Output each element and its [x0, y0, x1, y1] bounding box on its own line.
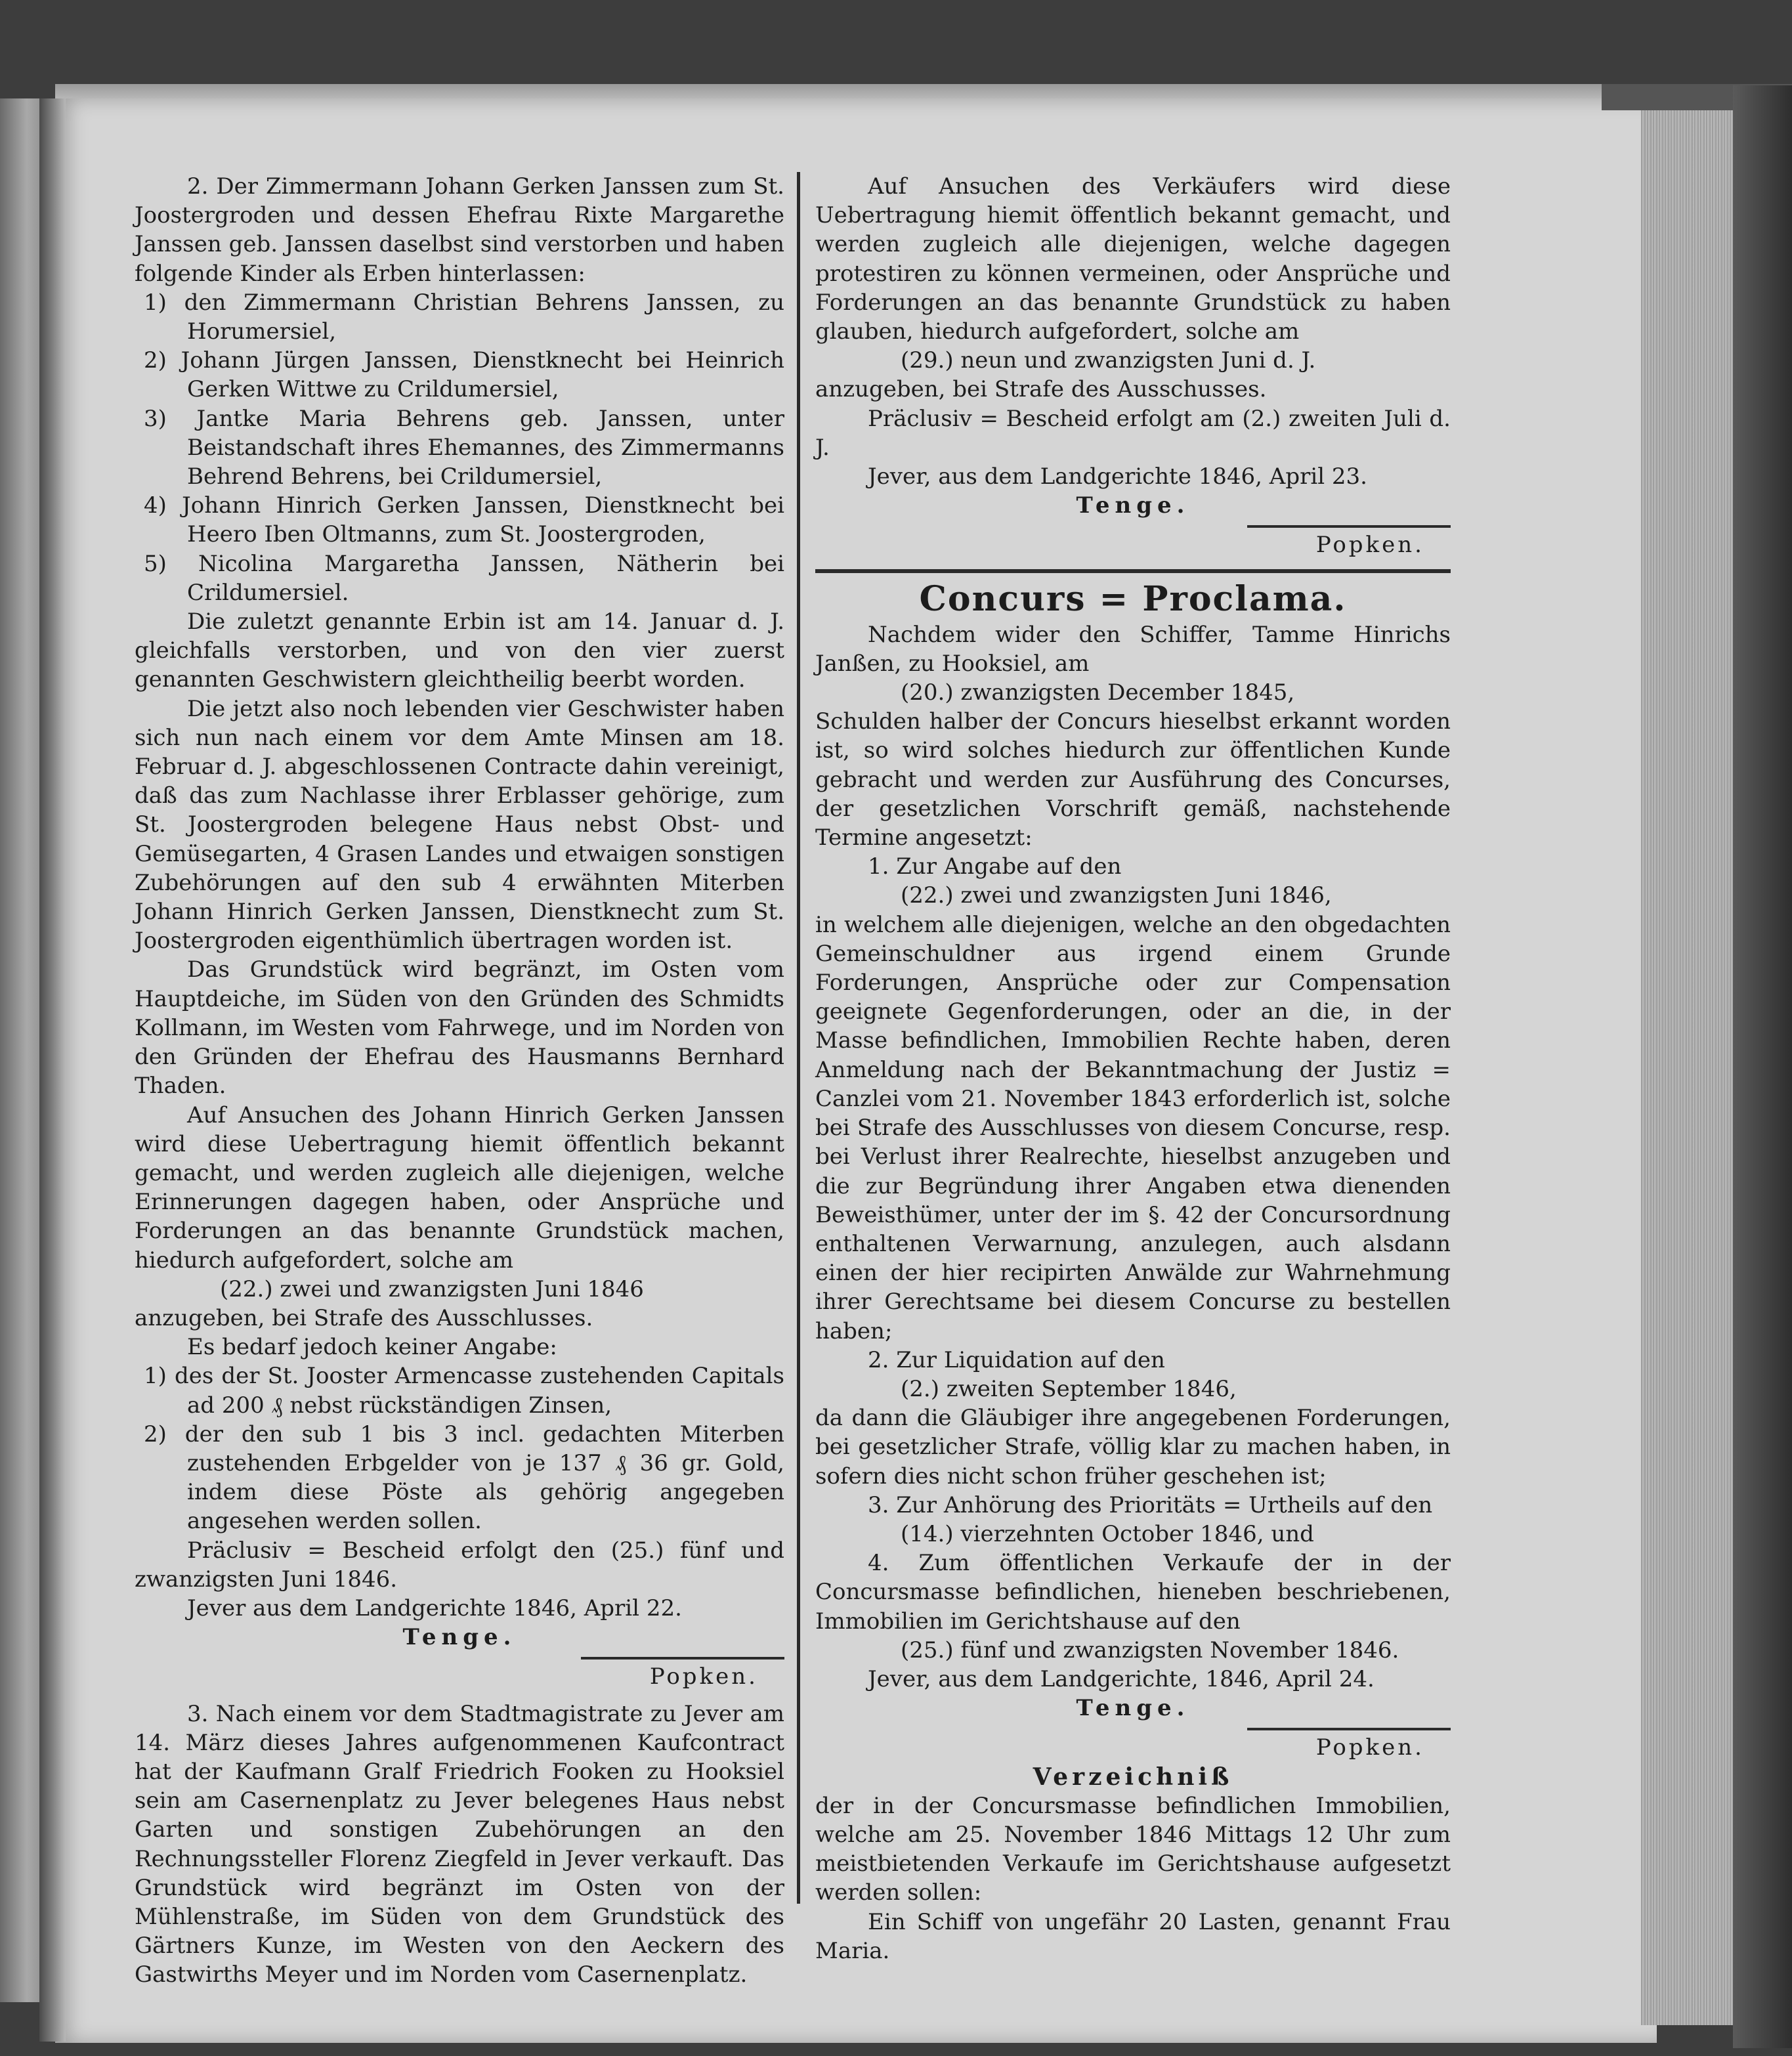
term-label: 1. Zur Angabe auf den [868, 853, 1122, 880]
signature-rule [1247, 525, 1451, 528]
exception-item: 1) des der St. Jooster Armencasse zustehenden Capitals ad 200 ₰ nebst rückständigen Zinsen, [144, 1363, 784, 1419]
right-column [815, 172, 1451, 1965]
paragraph: Nachdem wider den Schiffer, Tamme Hinrichs Janßen, zu Hooksiel, am [815, 621, 1451, 677]
term-date: (22.) zwei und zwanzigsten Juni 1846, [901, 882, 1332, 909]
signature-tenge: Tenge. [402, 1624, 517, 1651]
signature-popken: Popken. [1315, 1734, 1424, 1761]
signature-rule [581, 1657, 784, 1660]
page-stack-edges [1641, 98, 1739, 2025]
column-divider [797, 172, 800, 1904]
signature-popken: Popken. [649, 1663, 758, 1690]
exception-item: 2) der den sub 1 bis 3 incl. gedachten Miterben zustehenden Erbgelder von je 137 ₰ 36 gr. Gold, indem diese Pöste als gehörig angegeben angesehen werden sollen. [144, 1421, 784, 1535]
paragraph: Die jetzt also noch lebenden vier Geschwister haben sich nun nach einem vor dem Amte Minsen am 18. Februar d. J. abgeschlossenen Contracte dahin vereinigt, daß das zum Nachlasse ihrer Erblasser gehörige, zum St. Joostergroden belegene Haus nebst Obst- und Gemüsegarten, 4 Grasen Landes und etwaigen sonstigen Zubehörungen auf den sub 4 erwähnten Miterben Johann Hinrich Gerken Janssen, Dienstknecht zum St. Joostergroden eigenthümlich übertragen worden ist. [135, 695, 784, 954]
term-date: (14.) vierzehnten October 1846, und [901, 1520, 1314, 1547]
signature-tenge: Tenge. [1076, 1695, 1190, 1722]
term-label: 4. Zum öffentlichen Verkaufe der in der Concursmasse befindlichen, hieneben beschriebenen, Immobilien im Gerichtshause auf den [815, 1550, 1451, 1635]
paragraph: Schulden halber der Concurs hieselbst erkannt worden ist, so wird solches hiedurch zur öffentlichen Kunde gebracht und werden zur Ausführung des Concurses, der gesetzlichen Vorschrift gemäß, nachstehende Termine angesetzt: [815, 708, 1451, 851]
place-date-line: Jever aus dem Landgerichte 1846, April 22. [187, 1595, 682, 1621]
paragraph: Es bedarf jedoch keiner Angabe: [187, 1334, 557, 1361]
paragraph: Auf Ansuchen des Johann Hinrich Gerken Janssen wird diese Uebertragung hiemit öffentlich bekannt gemacht, und werden zugleich alle diejenigen, welche Erinnerungen dagegen haben, oder Ansprüche und Forderungen an das benannte Grundstück machen, hiedurch aufgefordert, solche am [135, 1102, 784, 1274]
paragraph: Auf Ansuchen des Verkäufers wird diese Uebertragung hiemit öffentlich bekannt gemacht, und werden zugleich alle diejenigen, welche dagegen protestiren zu können vermeinen, oder Ansprüche und Forderungen an das benannte Grundstück zu haben glauben, hiedurch aufgefordert, solche am [815, 173, 1451, 345]
signature-tenge: Tenge. [1076, 492, 1190, 519]
signature-popken: Popken. [1315, 532, 1424, 559]
concurs-heading: Concurs = Proclama. [919, 578, 1347, 619]
heir-item: 4) Johann Hinrich Gerken Janssen, Dienstknecht bei Heero Iben Oltmanns, zum St. Joostergroden, [144, 492, 784, 548]
heir-item: 5) Nicolina Margaretha Janssen, Nätherin bei Crildumersiel. [144, 550, 784, 606]
book-cover-right [1733, 85, 1792, 2048]
paragraph: anzugeben, bei Strafe des Ausschusses. [815, 376, 1267, 403]
book-gutter [39, 98, 66, 2042]
term-text: in welchem alle diejenigen, welche an den obgedachten Gemeinschuldner aus irgend einem Grunde Forderungen, Ansprüche oder zur Compensation geeignete Gegenforderungen, oder an die, in der Masse befindlichen, Immobilien Rechte haben, deren Anmeldung nach der Bekanntmachung der Justiz = Canzlei vom 21. November 1843 erforderlich ist, solche bei Strafe des Ausschlusses von diesem Concurse, resp. bei Verlust ihrer Realrechte, hieselbst anzugeben und die zur Begründung ihrer Angaben etwa dienenden Beweisthümer, unter der im §. 42 der Concursordnung enthaltenen Verwarnung, anzulegen, auch alsdann einen der hier recipirten Anwälde zur Wahrnehmung ihrer Gerechtsame bei diesem Concurse zu bestellen haben; [815, 911, 1451, 1344]
deadline-date: (22.) zwei und zwanzigsten Juni 1846 [220, 1275, 644, 1302]
heir-item: 1) den Zimmermann Christian Behrens Janssen, zu Horumersiel, [144, 289, 784, 345]
notice-3: 3. Nach einem vor dem Stadtmagistrate zu Jever am 14. März dieses Jahres aufgenommenen Kaufcontract hat der Kaufmann Gralf Friedrich Fooken zu Hooksiel sein am Casernenplatz zu Jever belegenes Haus nebst Garten und sonstigen Zubehörungen an den Rechnungssteller Florenz Ziegfeld in Jever verkauft. Das Grundstück wird begränzt im Osten von der Mühlenstraße, im Süden von dem Grundstück des Gärtners Kunze, im Westen von den Aeckern des Gastwirths Meyer und im Norden vom Casernenplatz. [135, 1700, 784, 1988]
term-label: 2. Zur Liquidation auf den [868, 1346, 1165, 1373]
paragraph: anzugeben, bei Strafe des Ausschlusses. [135, 1304, 593, 1331]
heir-item: 3) Jantke Maria Behrens geb. Janssen, unter Beistandschaft ihres Ehemannes, des Zimmermanns Behrend Behrens, bei Crildumersiel, [144, 405, 784, 490]
section-divider [815, 569, 1451, 573]
deadline-date: (20.) zwanzigsten December 1845, [901, 679, 1295, 706]
paragraph: Ein Schiff von ungefähr 20 Lasten, genannt Frau Maria. [815, 1908, 1451, 1964]
left-column [135, 172, 784, 1990]
paragraph: Präclusiv = Bescheid erfolgt den (25.) fünf und zwanzigsten Juni 1846. [135, 1537, 784, 1593]
term-date: (2.) zweiten September 1846, [901, 1375, 1237, 1402]
paragraph: der in der Concursmasse befindlichen Immobilien, welche am 25. November 1846 Mittags 12 Uhr zum meistbietenden Verkaufe im Gerichtshause aufgesetzt werden sollen: [815, 1792, 1451, 1906]
verzeichniss-heading: Verzeichniß [1033, 1763, 1233, 1791]
term-label: 3. Zur Anhörung des Prioritäts = Urtheils auf den [868, 1491, 1433, 1518]
deadline-date: (29.) neun und zwanzigsten Juni d. J. [901, 347, 1316, 374]
paragraph: Präclusiv = Bescheid erfolgt am (2.) zweiten Juli d. J. [815, 405, 1451, 461]
place-date-line: Jever, aus dem Landgerichte 1846, April 23. [868, 463, 1367, 490]
term-date: (25.) fünf und zwanzigsten November 1846. [901, 1637, 1399, 1663]
place-date-line: Jever, aus dem Landgerichte, 1846, April 24. [868, 1665, 1375, 1692]
paragraph: Das Grundstück wird begränzt, im Osten vom Hauptdeiche, im Süden von den Gründen des Schmidts Kollmann, im Westen vom Fahrwege, und im Norden von den Gründen der Ehefrau des Hausmanns Bernhard Thaden. [135, 956, 784, 1100]
term-text: da dann die Gläubiger ihre angegebenen Forderungen, bei gesetzlicher Strafe, völlig klar zu machen haben, in sofern dies nicht schon früher geschehen ist; [815, 1405, 1451, 1489]
paragraph: Die zuletzt genannte Erbin ist am 14. Januar d. J. gleichfalls verstorben, und von den vier zuerst genannten Geschwistern gleichtheilig beerbt worden. [135, 609, 784, 693]
heir-item: 2) Johann Jürgen Janssen, Dienstknecht bei Heinrich Gerken Wittwe zu Crildumersiel, [144, 347, 784, 403]
signature-rule [1247, 1728, 1451, 1730]
notice-2-intro: 2. Der Zimmermann Johann Gerken Janssen zum St. Joostergroden und dessen Ehefrau Rixte Margarethe Janssen geb. Janssen daselbst sind verstorben und haben folgende Kinder als Erben hinterlassen: [135, 173, 784, 287]
